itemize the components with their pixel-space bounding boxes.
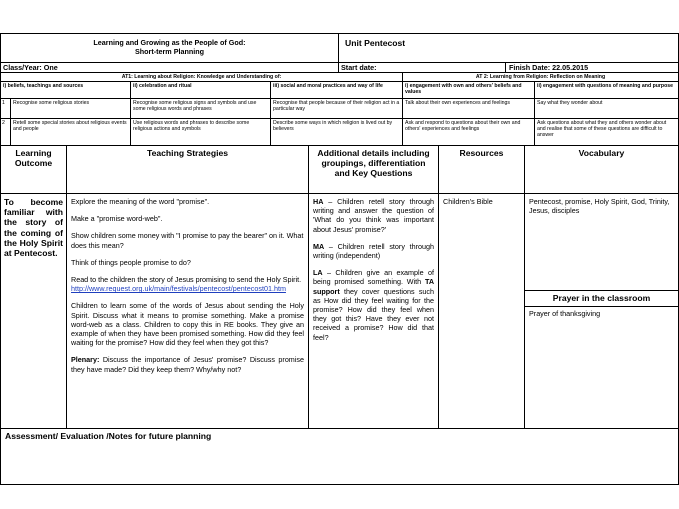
vocabulary-cell: Pentecost, promise, Holy Spirit, God, Trinity, Jesus, disciples — [524, 193, 679, 291]
resource-link[interactable]: http://www.request.org.uk/main/festivals/pentecost/pentecost01.htm — [71, 284, 286, 294]
level-1-label: 1 — [0, 98, 11, 119]
teaching-step: Show children some money with "I promise to pay the bearer" on it. What does this mean? — [71, 231, 304, 250]
teaching-step: Make a "promise word-web". — [71, 214, 163, 224]
ta-label: TA support — [313, 277, 435, 296]
teaching-strategies-header: Teaching Strategies — [66, 145, 309, 194]
teaching-step: Children to learn some of the words of Jesus about sending the Holy Spirit. Discuss what it means to promise something. Make a promise word-web as a class. Children to copy this in RE books. They give an example of when they have been promised something. How did they feel waiting for the promise? How did they feel when they got this? — [71, 301, 304, 348]
teaching-step: Read to the children the story of Jesus promising to send the Holy Spirit. — [71, 275, 302, 285]
level-2-cell: Describe some ways in which religion is lived out by believers — [270, 118, 403, 146]
learning-outcome-header: Learning Outcome — [0, 145, 67, 194]
ha-label: HA — [313, 197, 324, 206]
resources-cell: Children's Bible — [438, 193, 525, 429]
level-1-cell: Recognise some religious signs and symbols and use some religious words and phrases — [130, 98, 271, 119]
level-1-cell: Recognise that people because of their religion act in a particular way — [270, 98, 403, 119]
strand-header-1: i) beliefs, teachings and sources — [0, 81, 131, 99]
learning-outcome-cell: To become familiar with the story of the coming of the Holy Spirit at Pentecost. — [0, 193, 67, 429]
level-2-label: 2 — [0, 118, 11, 146]
teaching-strategies-cell — [66, 193, 309, 429]
strand-header-5: ii) engagement with questions of meaning and purpose — [534, 81, 679, 99]
strand-header-3: iii) social and moral practices and way of life — [270, 81, 403, 99]
strand-header-4: i) engagement with own and others' beliefs and values — [402, 81, 535, 99]
page-title — [1, 34, 338, 56]
assessment-notes: Assessment/ Evaluation /Notes for future planning — [0, 428, 679, 485]
level-2-cell: Ask and respond to questions about their own and others' experiences and feelings — [402, 118, 535, 146]
level-2-cell: Use religious words and phrases to describe some religious actions and symbols — [130, 118, 271, 146]
teaching-step: Think of things people promise to do? — [71, 257, 191, 267]
teaching-step: Explore the meaning of the word "promise". — [71, 197, 210, 206]
ha-text: – Children retell story through writing and answer the question of 'What do you think was important about Jesus' promise?' — [313, 197, 434, 234]
level-2-cell: Ask questions about what they and others wonder about and realise that some of these questions are difficult to answer — [534, 118, 679, 146]
title-line-1: Learning and Growing as the People of God: — [93, 38, 246, 47]
ta-text: they cover questions such as How did they feel waiting for the promise? How did they feel when they got this? Have they ever not received a promise? How did that feel? — [313, 286, 435, 342]
level-1-cell: Recognise some religious stories — [10, 98, 131, 119]
prayer-heading: Prayer in the classroom — [524, 290, 679, 307]
title-cell — [0, 33, 339, 63]
plenary-label: Plenary: — [71, 355, 100, 365]
prayer-cell: Prayer of thanksgiving — [524, 306, 679, 429]
la-text: – Children give an example of being promised something. With — [313, 268, 435, 287]
level-1-cell: Talk about their own experiences and feelings — [402, 98, 535, 119]
plenary — [71, 355, 304, 373]
at1-heading: AT1: Learning about Religion: Knowledge and Understanding of: — [121, 74, 282, 80]
level-2-cell: Retell some special stories about religious events and people — [10, 118, 131, 146]
vocabulary-header: Vocabulary — [524, 145, 679, 194]
additional-details-header: Additional details including groupings, differentiation and Key Questions — [308, 145, 439, 194]
at2-heading: AT 2: Learning from Religion: Reflection on Meaning — [475, 74, 606, 80]
resources-header: Resources — [438, 145, 525, 194]
strand-header-2: ii) celebration and ritual — [130, 81, 271, 99]
ma-group — [313, 242, 434, 260]
start-date: Start date: — [341, 63, 377, 72]
ma-text: – Children retell story through writing (independent) — [313, 241, 434, 261]
class-year: Class/Year: One — [3, 63, 58, 72]
level-1-cell: Say what they wonder about — [534, 98, 679, 119]
ha-group — [313, 197, 434, 234]
additional-details-cell — [308, 193, 439, 429]
unit-cell — [338, 33, 679, 63]
plenary-text: Discuss the importance of Jesus' promise? Discuss promise they have made? Did they keep them? Why/why not? — [71, 355, 304, 374]
title-line-2: Short-term Planning — [134, 47, 205, 57]
la-group — [313, 268, 434, 342]
ma-label: MA — [313, 241, 325, 251]
finish-date: Finish Date: 22.05.2015 — [509, 63, 589, 72]
unit-label: Unit Pentecost — [345, 38, 406, 48]
la-label: LA — [313, 268, 323, 278]
